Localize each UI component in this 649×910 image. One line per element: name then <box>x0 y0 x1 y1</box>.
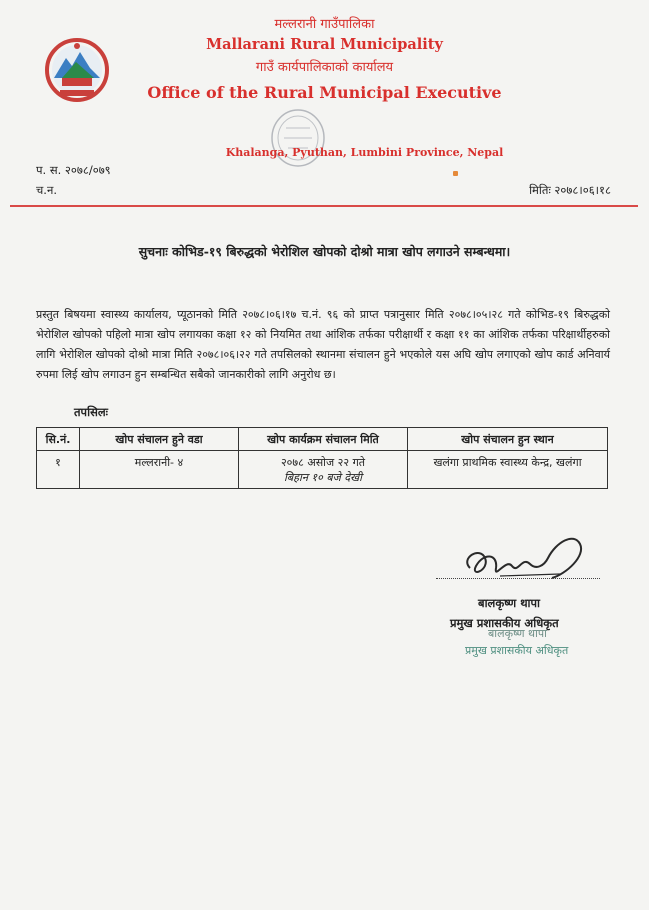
cell-time-note: बिहान १० बजे देखी <box>284 471 362 484</box>
stamp-signatory-name: बालकृष्ण थापा <box>488 627 548 640</box>
office-stamp <box>236 98 376 176</box>
signatory-title: प्रमुख प्रशासकीय अधिकृत <box>450 616 559 630</box>
signatory-name: बालकृष्ण थापा <box>478 596 541 610</box>
table-header-row <box>37 428 608 451</box>
table-row <box>37 451 608 489</box>
header-divider <box>10 205 638 207</box>
details-label: तपसिलः <box>74 405 108 419</box>
office-address: Khalanga, Pyuthan, Lumbini Province, Nepal <box>225 146 504 159</box>
cell-date <box>239 451 408 489</box>
stamp-signatory-title: प्रमुख प्रशासकीय अधिकृत <box>465 644 569 657</box>
letter-date: मितिः २०७८।०६।१८ <box>529 183 611 197</box>
cell-serial: १ <box>37 451 80 489</box>
decorative-mark <box>453 171 458 176</box>
vaccination-schedule-table <box>36 427 608 489</box>
handwritten-signature <box>440 528 600 592</box>
col-ward-header: खोप संचालन हुने वडा <box>80 428 239 451</box>
municipality-name-en: Mallarani Rural Municipality <box>206 36 443 53</box>
cell-place: खलंगा प्राथमिक स्वास्थ्य केन्द्र, खलंगा <box>408 451 608 489</box>
col-place-header: खोप संचालन हुन स्थान <box>408 428 608 451</box>
dispatch-number: च.न. <box>36 183 57 197</box>
office-name-en: Office of the Rural Municipal Executive <box>147 83 502 102</box>
letter-number: प. स. २०७८/०७९ <box>36 163 111 177</box>
col-date-header: खोप कार्यक्रम संचालन मिति <box>239 428 408 451</box>
cell-date-value: २०७८ असोज २२ गते <box>280 456 366 469</box>
notice-body: प्रस्तुत बिषयमा स्वास्थ्य कार्यालय, प्यूठानको मिति २०७८।०६।१७ च.नं. ९६ को प्राप्त पत्रानुसार मिति २०७८।०५।२८ गते कोभिड-१९ बिरुद्धको भेरोशिल खोपको पहिलो मात्रा खोप लगायका कक्षा १२ को नियमित तथा आंशिक तर्फका परीक्षार्थी र कक्षा ११ का आंशिक तर्फका परिक्षार्थीहरुको लागि भेरोशिल खोपको दोश्रो मात्रा मिति २०७८।०६।२२ गते तपसिलको स्थानमा संचालन हुने भएकोले यस अघि खोप लगाएको खोप कार्ड अनिवार्य रुपमा लिई खोप लगाउन हुन सम्बन्धित सबैको जानकारीको लागि अनुरोध छ। <box>36 308 610 381</box>
signature-line <box>436 578 600 579</box>
col-serial-header: सि.नं. <box>37 428 80 451</box>
office-name-np: गाउँ कार्यपालिकाको कार्यालय <box>255 60 394 75</box>
municipality-name-np: मल्लरानी गाउँपालिका <box>274 17 375 32</box>
notice-subject: सुचनाः कोभिड-१९ बिरुद्धको भेरोशिल खोपको दोश्रो मात्रा खोप लगाउने सम्बन्धमा। <box>138 244 511 259</box>
cell-ward: मल्लरानी- ४ <box>80 451 239 489</box>
